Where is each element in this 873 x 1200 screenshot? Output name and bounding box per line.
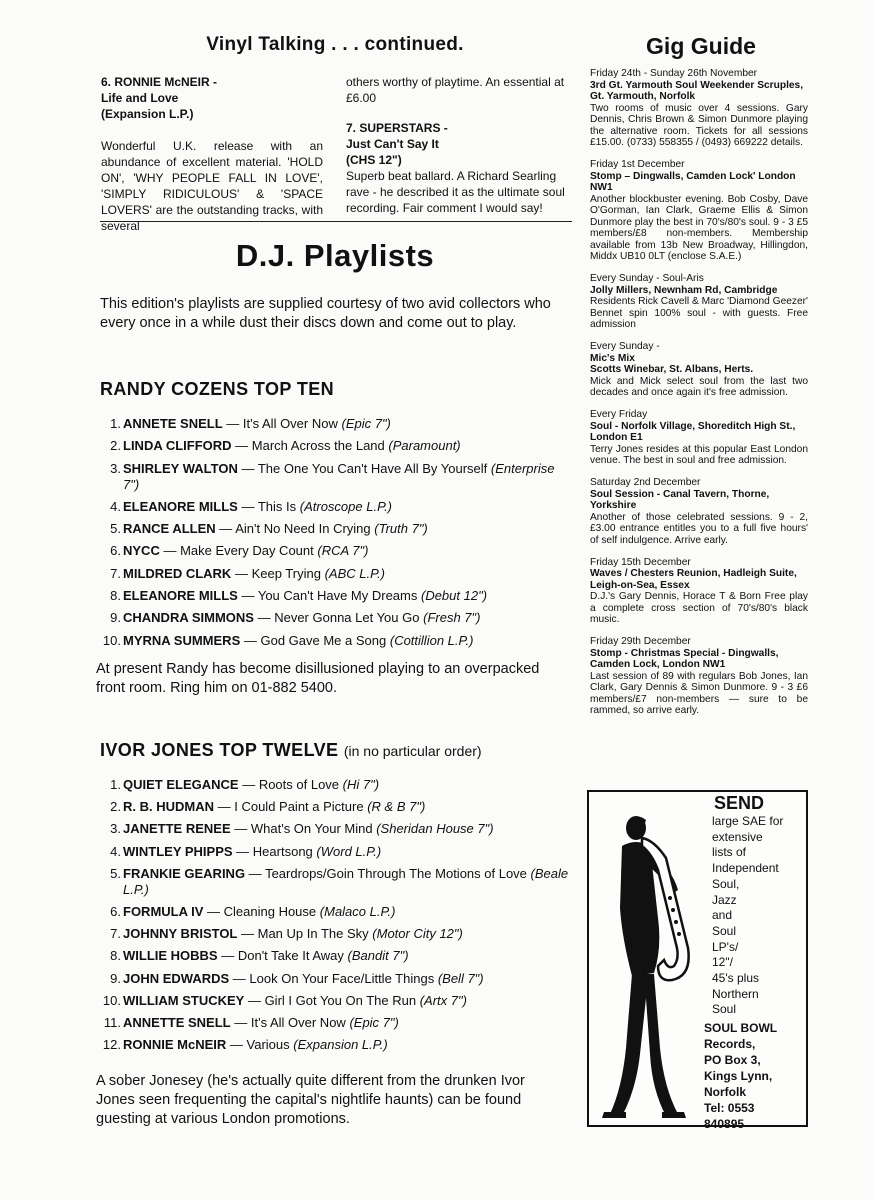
gig-venue: Waves / Chesters Reunion, Hadleigh Suite, Leigh-on-Sea, Essex: [590, 568, 797, 591]
gig-venue: Stomp - Christmas Special - Dingwalls, Camden Lock, London NW1: [590, 647, 779, 670]
gig-venue: Stomp – Dingwalls, Camden Lock' London NW1: [590, 170, 796, 193]
advert-text: large SAE for extensive lists of Independent Soul, Jazz and Soul LP's/ 12"/ 45's plus Northern Soul: [712, 814, 784, 1017]
entry-song: Don't Take It Away: [237, 948, 344, 964]
entry-label: (Paramount): [388, 438, 461, 454]
entry-number: 4.: [110, 498, 121, 514]
playlist-entry: [100, 971, 570, 993]
gig-entry: [590, 636, 808, 717]
entry-song: Never Gonna Let You Go: [274, 610, 420, 626]
gig-entry: [590, 341, 808, 399]
entry-number: 10.: [102, 632, 121, 648]
gig-entry: [590, 159, 808, 263]
entry-artist: FORMULA IV: [123, 903, 204, 919]
entry-label: (Truth 7"): [374, 521, 428, 537]
entry-label: (Enterprise 7"): [123, 460, 555, 492]
playlist-entry: [100, 904, 570, 926]
entry-text: FORMULA IV — Cleaning House (Malaco L.P.): [123, 903, 396, 919]
gig-description: Terry Jones resides at this popular East London venue. The best in soul and free admission.: [590, 443, 808, 466]
entry-song: The One You Can't Have All By Yourself: [257, 460, 488, 476]
entry-number: 10.: [102, 992, 121, 1008]
entry-number: 2.: [110, 799, 121, 815]
entry-number: 3.: [110, 821, 121, 837]
entry-artist: ANNETTE SNELL: [123, 1014, 231, 1030]
playlist-entry: [100, 499, 570, 521]
entry-song: Teardrops/Goin Through The Motions of Love: [265, 865, 527, 881]
entry-number: 6.: [110, 903, 121, 919]
entry-number: 8.: [110, 948, 121, 964]
entry-number: 9.: [110, 970, 121, 986]
entry-artist: ELEANORE MILLS: [123, 588, 238, 604]
gig-date: Every Friday: [590, 409, 648, 420]
entry-number: 4.: [110, 843, 121, 859]
entry-artist: ANNETE SNELL: [123, 416, 223, 431]
playlist-entry: [100, 799, 570, 821]
playlist-entry: [100, 416, 570, 438]
entry-number: 11.: [103, 1014, 121, 1030]
entry-number: 9.: [110, 610, 121, 626]
entry-text: WILLIAM STUCKEY — Girl I Got You On The Run (Artx 7"): [123, 992, 467, 1008]
randy-note: At present Randy has become disillusioned playing to an overpacked front room. Ring him on 01-882 5400.: [96, 661, 540, 696]
gig-guide-list: [590, 68, 808, 727]
entry-label: (Expansion L.P.): [293, 1037, 388, 1053]
entry-text: JOHNNY BRISTOL — Man Up In The Sky (Motor City 12"): [123, 926, 463, 942]
gig-description: Another blockbuster evening. Bob Cosby, Dave O'Gorman, Ian Clark, Graeme Ellis & Simon Dunmore play the best in 70's/80's soul. 9 - 3 £5 members/£8 non-members. Membership available from 13b New Broadway, Hillingdon, Middx UB10 0LT (enclose S.A.E.): [590, 193, 808, 262]
entry-artist: R. B. HUDMAN: [123, 799, 214, 815]
entry-song: God Gave Me a Song: [260, 632, 387, 648]
gig-date: Every Sunday - Soul-Aris: [590, 273, 704, 284]
entry-label: (Bandit 7"): [347, 948, 409, 964]
entry-text: ELEANORE MILLS — This Is (Atroscope L.P.): [123, 498, 393, 514]
entry-artist: ELEANORE MILLS: [123, 498, 238, 514]
review-column-left: [101, 74, 323, 234]
playlist-entry: [100, 993, 570, 1015]
gig-description: Another of those celebrated sessions. 9 - 2, £3.00 entrance entitles you to a full five hours' of self indulgence. Arrive early.: [590, 511, 808, 546]
entry-song: Keep Trying: [251, 565, 321, 581]
gig-description: Residents Rick Cavell & Marc 'Diamond Geezer' Bennet spin 100% soul - with guests. Free admission: [590, 296, 808, 330]
entry-song: You Can't Have My Dreams: [257, 588, 418, 604]
entry-text: FRANKIE GEARING — Teardrops/Goin Through The Motions of Love (Beale L.P.): [123, 865, 569, 897]
entry-text: ANNETE SNELL — It's All Over Now (Epic 7"): [123, 416, 391, 431]
playlist-entry: [100, 461, 570, 499]
ivor-title-subtitle: (in no particular order): [343, 743, 482, 759]
entry-text: ELEANORE MILLS — You Can't Have My Dreams (Debut 12"): [123, 588, 488, 604]
entry-number: 3.: [110, 460, 121, 476]
gig-venue: Soul - Norfolk Village, Shoreditch High St., London E1: [590, 420, 796, 443]
entry-artist: WILLIE HOBBS: [123, 948, 218, 964]
entry-artist: RONNIE McNEIR: [123, 1037, 227, 1053]
entry-song: Ain't No Need In Crying: [235, 521, 371, 537]
entry-label: (Epic 7"): [349, 1014, 399, 1030]
saxophone-player-illustration: [592, 798, 707, 1123]
entry-artist: NYCC: [123, 543, 160, 559]
entry-text: R. B. HUDMAN — I Could Paint a Picture (R & B 7"): [123, 799, 426, 815]
entry-number: 8.: [110, 588, 121, 604]
entry-text: RONNIE McNEIR — Various (Expansion L.P.): [123, 1037, 388, 1053]
entry-label: (Debut 12"): [420, 588, 488, 604]
gig-venue-line2: Scotts Winebar, St. Albans, Herts.: [590, 364, 754, 375]
ivor-jones-list: [100, 777, 570, 1059]
playlist-entry: [100, 777, 570, 799]
review-7-title: 7. SUPERSTARS - Just Can't Say It (CHS 12"): [346, 121, 448, 167]
entry-text: ANNETTE SNELL — It's All Over Now (Epic 7"): [123, 1014, 399, 1030]
playlist-entry: [100, 543, 570, 565]
advert-send: SEND: [714, 793, 765, 813]
entry-artist: MILDRED CLARK: [123, 565, 232, 581]
playlist-entry: [100, 1037, 570, 1059]
entry-text: CHANDRA SIMMONS — Never Gonna Let You Go (Fresh 7"): [123, 610, 481, 626]
playlist-entry: [100, 633, 570, 655]
entry-song: What's On Your Mind: [250, 821, 373, 837]
entry-text: JANETTE RENEE — What's On Your Mind (Sheridan House 7"): [123, 821, 494, 837]
entry-label: (Cottillion L.P.): [389, 632, 474, 648]
playlist-entry: [100, 948, 570, 970]
ivor-note: A sober Jonesey (he's actually quite different from the drunken Ivor Jones seen frequenting the capital's nightlife haunts) can be found guesting at various London promotions.: [96, 1073, 525, 1127]
ivor-jones-title: [100, 740, 482, 761]
vinyl-talking-heading: Vinyl Talking . . . continued.: [206, 34, 464, 55]
entry-number: 6.: [110, 543, 121, 559]
entry-artist: FRANKIE GEARING: [123, 865, 246, 881]
entry-song: Various: [246, 1037, 290, 1053]
playlist-entry: [100, 438, 570, 460]
entry-text: LINDA CLIFFORD — March Across the Land (Paramount): [123, 438, 461, 454]
entry-song: It's All Over Now: [250, 1014, 346, 1030]
randy-title-text: RANDY COZENS TOP TEN: [100, 379, 335, 399]
entry-number: 12.: [102, 1037, 121, 1053]
dj-playlists-intro: This edition's playlists are supplied courtesy of two avid collectors who every once in a while dust their discs down and come out to play.: [100, 296, 551, 331]
entry-text: MILDRED CLARK — Keep Trying (ABC L.P.): [123, 565, 386, 581]
entry-number: 5.: [110, 521, 121, 537]
entry-label: (Bell 7"): [437, 970, 484, 986]
entry-number: 7.: [110, 926, 121, 942]
entry-label: (Word L.P.): [316, 843, 382, 859]
playlist-entry: [100, 521, 570, 543]
gig-date: Friday 1st December: [590, 159, 685, 170]
review-7-body: Superb beat ballard. A Richard Searling rave - he described it as the ultimate soul recording. Fair comment I would say!: [346, 169, 565, 215]
playlist-entry: [100, 821, 570, 843]
playlist-entry: [100, 866, 570, 904]
gig-date: Every Sunday -: [590, 341, 660, 352]
ivor-title-text: IVOR JONES TOP TWELVE: [100, 740, 339, 760]
entry-label: (Fresh 7"): [423, 610, 481, 626]
entry-song: I Could Paint a Picture: [234, 799, 364, 815]
gig-venue: Soul Session - Canal Tavern, Thorne, Yorkshire: [590, 488, 770, 511]
entry-label: (Malaco L.P.): [319, 903, 396, 919]
entry-artist: RANCE ALLEN: [123, 521, 216, 537]
gig-guide-heading: Gig Guide: [646, 33, 756, 59]
entry-song: Make Every Day Count: [180, 543, 314, 559]
randy-cozens-list: [100, 416, 570, 655]
randy-cozens-title: [100, 379, 334, 400]
entry-number: 5.: [110, 865, 121, 881]
entry-artist: MYRNA SUMMERS: [123, 632, 241, 648]
gig-date: Friday 29th December: [590, 636, 691, 647]
review-6-continued: others worthy of playtime. An essential at £6.00: [346, 75, 565, 105]
section-divider: [100, 221, 572, 222]
entry-song: Heartsong: [252, 843, 313, 859]
entry-artist: WINTLEY PHIPPS: [123, 843, 233, 859]
entry-song: Look On Your Face/Little Things: [249, 970, 435, 986]
entry-label: (Beale L.P.): [123, 865, 569, 897]
entry-artist: CHANDRA SIMMONS: [123, 610, 254, 626]
entry-label: (Sheridan House 7"): [376, 821, 494, 837]
gig-description: Two rooms of music over 4 sessions. Gary Dennis, Chris Brown & Simon Dunmore playing the alternative room. Tickets for all sessions £15.00. (0733) 558355 / (0493) 669222 details.: [590, 102, 808, 148]
review-column-right: [346, 74, 572, 216]
entry-song: This Is: [257, 498, 297, 514]
gig-venue: 3rd Gt. Yarmouth Soul Weekender Scruples, Gt. Yarmouth, Norfolk: [590, 79, 804, 102]
entry-number: 7.: [110, 565, 121, 581]
gig-venue: Mic's Mix: [590, 352, 635, 364]
entry-label: (Motor City 12"): [372, 926, 463, 942]
entry-number: 1.: [110, 416, 121, 431]
entry-song: Cleaning House: [223, 903, 317, 919]
gig-date: Saturday 2nd December: [590, 477, 701, 488]
entry-label: (Atroscope L.P.): [299, 498, 393, 514]
entry-text: NYCC — Make Every Day Count (RCA 7"): [123, 543, 369, 559]
playlist-entry: [100, 566, 570, 588]
review-6-title: 6. RONNIE McNEIR - Life and Love (Expansion L.P.): [101, 75, 218, 121]
entry-text: RANCE ALLEN — Ain't No Need In Crying (Truth 7"): [123, 521, 428, 537]
entry-text: QUIET ELEGANCE — Roots of Love (Hi 7"): [123, 777, 380, 792]
entry-text: WILLIE HOBBS — Don't Take It Away (Bandit 7"): [123, 948, 409, 964]
entry-label: (Epic 7"): [341, 416, 391, 431]
entry-artist: QUIET ELEGANCE: [123, 777, 239, 792]
playlist-entry: [100, 926, 570, 948]
entry-label: (R & B 7"): [367, 799, 426, 815]
playlist-entry: [100, 844, 570, 866]
gig-entry: [590, 273, 808, 331]
gig-description: Mick and Mick select soul from the last two decades and once again it's free admission.: [590, 375, 808, 398]
entry-label: (Hi 7"): [342, 777, 380, 792]
gig-description: Last session of 89 with regulars Bob Jones, Ian Clark, Gary Dennis & Simon Dunmore. 9 - 3 £6 members/£7 non-members — sure to be rammed, so arrive early.: [590, 670, 808, 716]
gig-date: Friday 24th - Sunday 26th November: [590, 68, 758, 79]
entry-label: (Artx 7"): [419, 992, 467, 1008]
gig-entry: [590, 409, 808, 467]
gig-entry: [590, 557, 808, 626]
playlist-entry: [100, 588, 570, 610]
entry-number: 1.: [110, 777, 121, 792]
advert-address: SOUL BOWL Records, PO Box 3, Kings Lynn, Norfolk Tel: 0553 840895: [704, 1021, 778, 1131]
entry-song: Roots of Love: [258, 777, 340, 792]
entry-label: (RCA 7"): [317, 543, 369, 559]
entry-artist: JANETTE RENEE: [123, 821, 231, 837]
playlist-entry: [100, 610, 570, 632]
entry-artist: JOHNNY BRISTOL: [123, 926, 238, 942]
playlist-entry: [100, 1015, 570, 1037]
entry-label: (ABC L.P.): [324, 565, 386, 581]
gig-description: D.J.'s Gary Dennis, Horace T & Born Free play a complete cross section of 70's/80's black music.: [590, 591, 808, 625]
entry-artist: JOHN EDWARDS: [123, 970, 230, 986]
review-6-body: Wonderful U.K. release with an abundance of excellent material. 'HOLD ON', 'WHY PEOPLE FALL IN LOVE', 'SIMPLY RIDICULOUS' & 'SPACE LOVERS' are the outstanding tracks, with several: [101, 139, 323, 233]
dj-playlists-heading: D.J. Playlists: [235, 238, 435, 273]
entry-song: Man Up In The Sky: [257, 926, 369, 942]
entry-artist: WILLIAM STUCKEY: [123, 992, 245, 1008]
entry-text: MYRNA SUMMERS — God Gave Me a Song (Cottillion L.P.): [123, 632, 474, 648]
entry-text: WINTLEY PHIPPS — Heartsong (Word L.P.): [123, 843, 382, 859]
gig-venue: Jolly Millers, Newnham Rd, Cambridge: [590, 284, 778, 296]
entry-text: SHIRLEY WALTON — The One You Can't Have All By Yourself (Enterprise 7"): [123, 460, 555, 492]
gig-entry: [590, 477, 808, 546]
entry-artist: LINDA CLIFFORD: [123, 438, 232, 454]
entry-artist: SHIRLEY WALTON: [123, 460, 238, 476]
entry-song: March Across the Land: [251, 438, 385, 454]
entry-text: JOHN EDWARDS — Look On Your Face/Little Things (Bell 7"): [123, 970, 484, 986]
gig-entry: [590, 68, 808, 149]
entry-number: 2.: [110, 438, 121, 454]
entry-song: Girl I Got You On The Run: [264, 992, 417, 1008]
entry-song: It's All Over Now: [242, 416, 338, 431]
gig-date: Friday 15th December: [590, 556, 691, 568]
